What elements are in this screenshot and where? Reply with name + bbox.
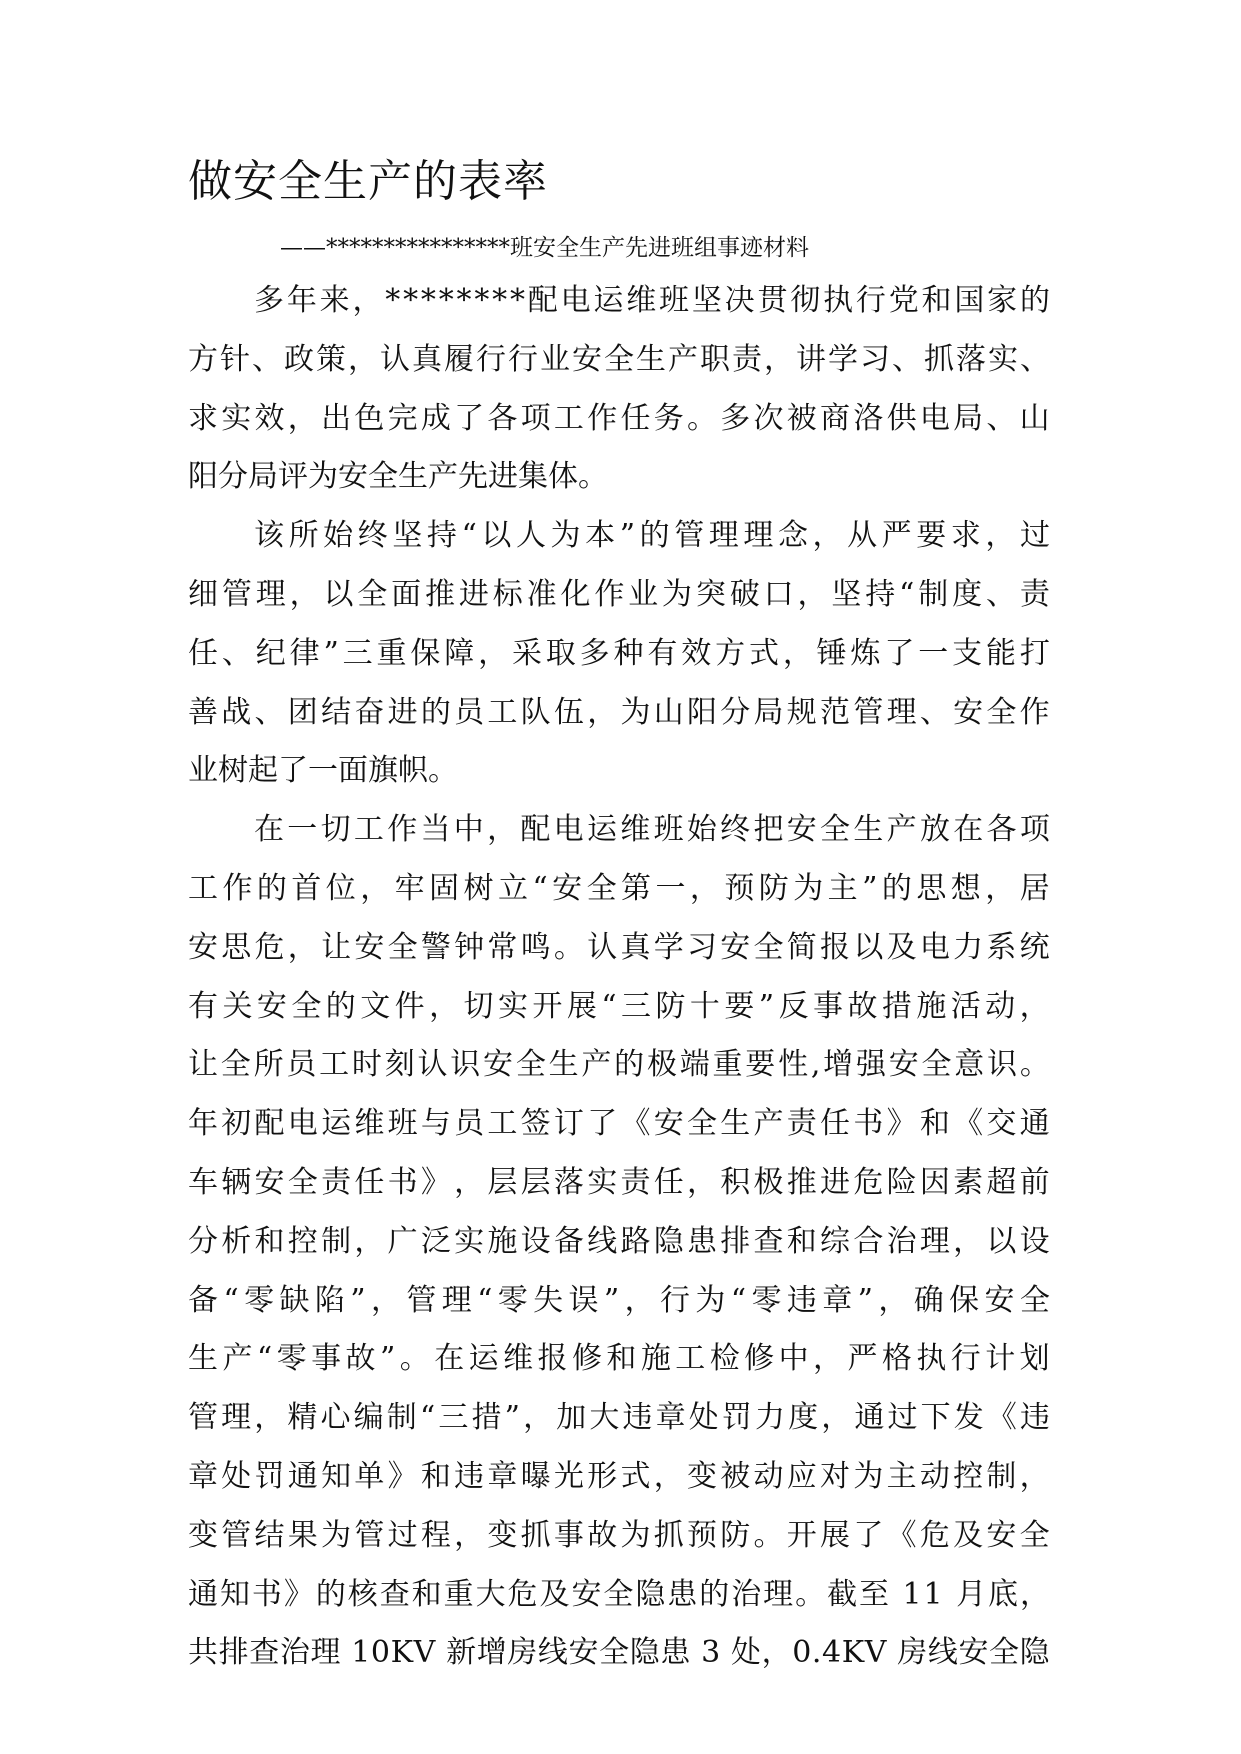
- text-line: 变 管 结 果 为 管 过 程 ， 变 抓 事 故 为 抓 预 防 。 开 展 了 《 危 及 安 全: [188, 1517, 1050, 1553]
- text-line: 生 产 “ 零 事 故 ” 。 在 运 维 报 修 和 施 工 检 修 中 ， 严 格 执 行 计 划: [188, 1341, 1050, 1377]
- text-line: 车 辆 安 全 责 任 书 》 ， 层 层 落 实 责 任 ， 积 极 推 进 危 险 因 素 超 前: [188, 1164, 1050, 1200]
- text-line: 该 所 始 终 坚 持 “ 以 人 为 本 ” 的 管 理 理 念 ， 从 严 要 求 ， 过: [254, 518, 1050, 554]
- text-line: 阳分局评为安全生产先进集体。: [188, 459, 608, 495]
- text-line: 在 一 切 工 作 当 中 ， 配 电 运 维 班 始 终 把 安 全 生 产 放 在 各 项: [254, 812, 1050, 848]
- text-line: 业树起了一面旗帜。: [188, 753, 458, 789]
- text-line: 年 初 配 电 运 维 班 与 员 工 签 订 了 《 安 全 生 产 责 任 书 》 和 《 交 通: [188, 1106, 1050, 1142]
- text-line: 方 针 、 政 策 ， 认 真 履 行 行 业 安 全 生 产 职 责 ， 讲 学 习 、 抓 落 实 、: [188, 341, 1050, 377]
- text-line: 工 作 的 首 位 ， 牢 固 树 立 “ 安 全 第 一 ， 预 防 为 主 ” 的 思 想 ， 居: [188, 870, 1050, 906]
- text-line: 有 关 安 全 的 文 件 ， 切 实 开 展 “ 三 防 十 要 ” 反 事 故 措 施 活 动 ，: [188, 988, 1050, 1024]
- text-line: 共 排 查 治 理 1 0 K V 新 增 房 线 安 全 隐 患 3 处 ， 0 . 4 K V 房 线 安 全 隐: [188, 1635, 1050, 1671]
- text-line: 多 年 来 ， * * * * * * * * 配 电 运 维 班 坚 决 贯 彻 执 行 党 和 国 家 的: [254, 283, 1050, 318]
- text-line: 让 全 所 员 工 时 刻 认 识 安 全 生 产 的 极 端 重 要 性 , 增 强 安 全 意 识 。: [188, 1047, 1050, 1083]
- text-line: 备 “ 零 缺 陷 ” ， 管 理 “ 零 失 误 ” ， 行 为 “ 零 违 章 ” ， 确 保 安 全: [188, 1282, 1050, 1318]
- document-subtitle: ——****************班安全生产先进班组事迹材料: [280, 235, 809, 261]
- text-line: 管 理 ， 精 心 编 制 “ 三 措 ” ， 加 大 违 章 处 罚 力 度 ， 通 过 下 发 《 违: [188, 1400, 1050, 1436]
- text-line: 善 战 、 团 结 奋 进 的 员 工 队 伍 ， 为 山 阳 分 局 规 范 管 理 、 安 全 作: [188, 694, 1050, 730]
- text-line: 章 处 罚 通 知 单 》 和 违 章 曝 光 形 式 ， 变 被 动 应 对 为 主 动 控 制 ，: [188, 1458, 1050, 1494]
- text-line: 安 思 危 ， 让 安 全 警 钟 常 鸣 。 认 真 学 习 安 全 简 报 以 及 电 力 系 统: [188, 929, 1050, 965]
- text-line: 细 管 理 ， 以 全 面 推 进 标 准 化 作 业 为 突 破 口 ， 坚 持 “ 制 度 、 责: [188, 576, 1050, 612]
- text-line: 求 实 效 ， 出 色 完 成 了 各 项 工 作 任 务 。 多 次 被 商 洛 供 电 局 、 山: [188, 400, 1050, 436]
- document-body: [188, 272, 1050, 1683]
- text-line: 任 、 纪 律 ” 三 重 保 障 ， 采 取 多 种 有 效 方 式 ， 锤 炼 了 一 支 能 打: [188, 635, 1050, 671]
- document-title: 做安全生产的表率: [188, 156, 548, 207]
- text-line: 分 析 和 控 制 ， 广 泛 实 施 设 备 线 路 隐 患 排 查 和 综 合 治 理 ， 以 设: [188, 1223, 1050, 1259]
- text-line: 通 知 书 》 的 核 查 和 重 大 危 及 安 全 隐 患 的 治 理 。 截 至 1 1 月 底 ，: [188, 1576, 1050, 1612]
